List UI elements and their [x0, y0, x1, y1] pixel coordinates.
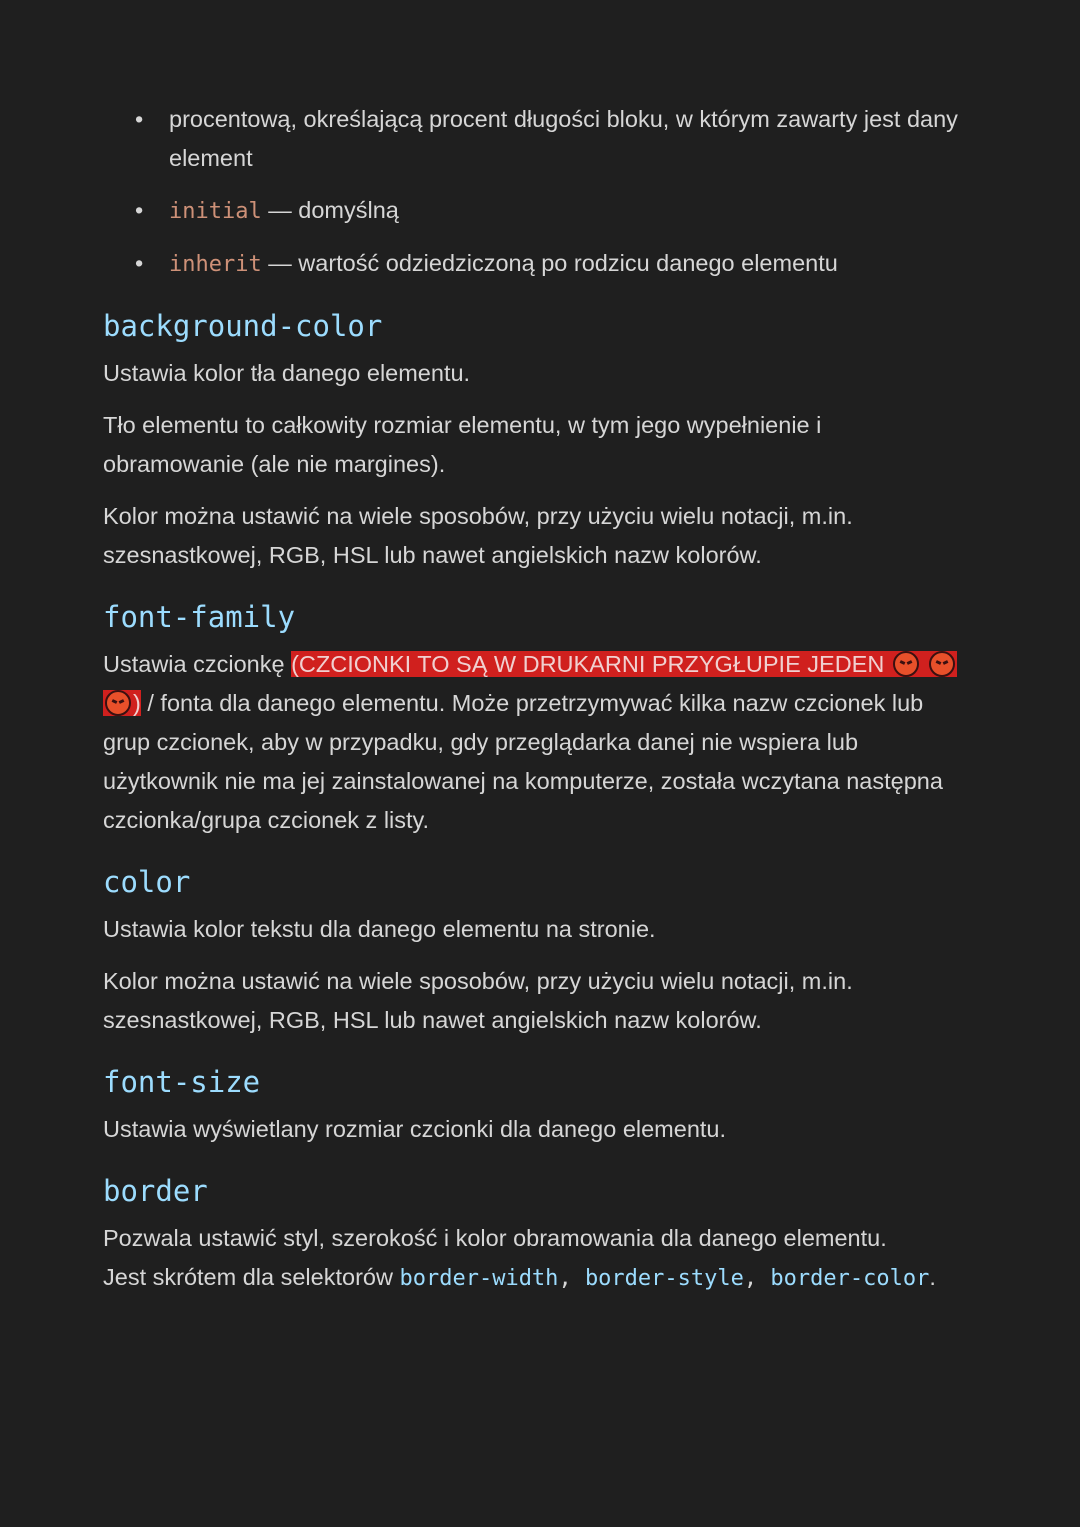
heading-background-color: background-color: [103, 309, 383, 343]
code-initial: initial: [169, 199, 262, 224]
paragraph: Ustawia wyświetlany rozmiar czcionki dla danego elementu.: [103, 1116, 727, 1142]
heading-font-size: font-size: [103, 1065, 261, 1099]
list-item-text: — wartość odziedziczoną po rodzicu danego elementu: [261, 250, 838, 276]
paragraph: [103, 1219, 963, 1298]
value-list: [103, 100, 963, 284]
separator: ,: [743, 1266, 771, 1291]
paragraph: Kolor można ustawić na wiele sposobów, przy użyciu wielu notacji, m.in. szesnastkowej, RGB, HSL lub nawet angielskich nazw kolorów.: [103, 968, 853, 1033]
text: Pozwala ustawić styl, szerokość i kolor obramowania dla danego elementu.: [103, 1225, 887, 1251]
list-item-text: procentową, określającą procent długości bloku, w którym zawarty jest dany element: [169, 106, 958, 171]
separator: ,: [558, 1266, 585, 1291]
highlight-end: ): [133, 690, 141, 716]
heading-font-family: font-family: [103, 600, 296, 634]
text: Ustawia czcionkę: [103, 651, 292, 677]
heading-border: border: [103, 1174, 208, 1208]
code-border-style: border-style: [584, 1266, 744, 1291]
heading-color: color: [103, 865, 191, 899]
document-page: [103, 100, 963, 1298]
paragraph: Ustawia kolor tła danego elementu.: [103, 360, 471, 386]
code-inherit: inherit: [169, 252, 262, 277]
list-item-text: — domyślną: [261, 197, 399, 223]
paragraph: Kolor można ustawić na wiele sposobów, przy użyciu wielu notacji, m.in. szesnastkowej, RGB, HSL lub nawet angielskich nazw kolorów.: [103, 503, 853, 568]
code-border-color: border-color: [770, 1266, 930, 1291]
text: Jest skrótem dla selektorów: [103, 1264, 400, 1290]
list-item: [169, 191, 963, 231]
code-border-width: border-width: [399, 1266, 559, 1291]
paragraph: Tło elementu to całkowity rozmiar elementu, w tym jego wypełnienie i obramowanie (ale nie margines).: [103, 412, 822, 477]
list-item: [169, 100, 963, 178]
highlight-text: (CZCIONKI TO SĄ W DRUKARNI PRZYGŁUPIE JEDEN: [291, 651, 885, 677]
text: / fonta dla danego elementu. Może przetrzymywać kilka nazw czcionek lub grup czcionek, aby w przypadku, gdy przeglądarka danej nie wspiera lub użytkownik nie ma jej zainstalowanej na komputerze, została wczytana następna czcionka/grupa czcionek z listy.: [103, 690, 943, 833]
text: .: [929, 1264, 936, 1290]
angry-face-icon: [929, 651, 955, 677]
angry-face-icon: [105, 690, 131, 716]
paragraph: Ustawia kolor tekstu dla danego elementu na stronie.: [103, 916, 656, 942]
angry-face-icon: [893, 651, 919, 677]
paragraph: [103, 645, 963, 840]
list-item: [169, 244, 963, 284]
